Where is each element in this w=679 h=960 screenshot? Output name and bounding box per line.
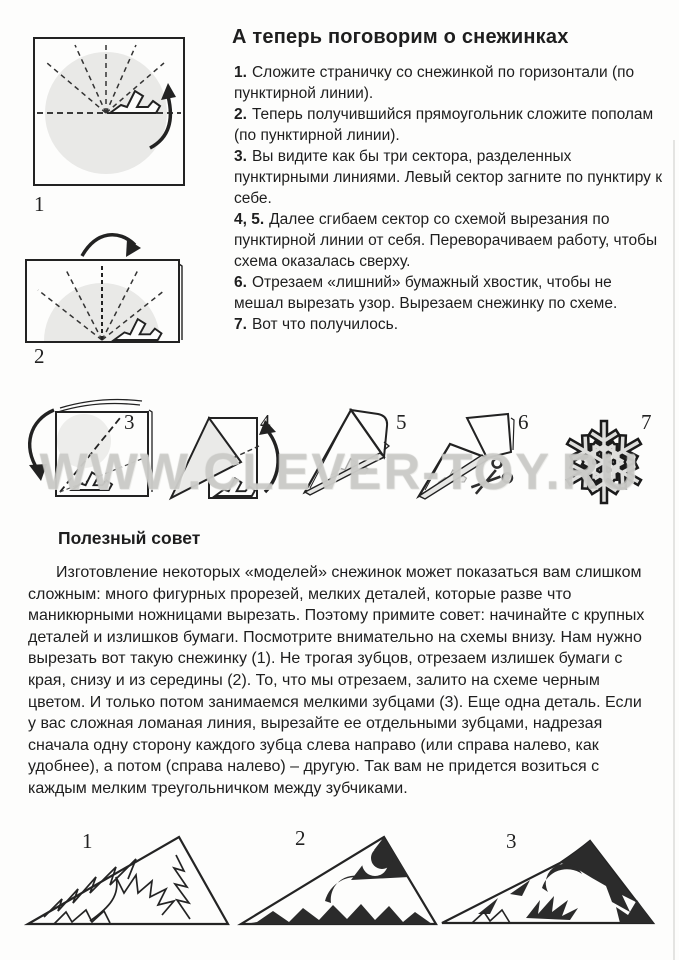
instruction-item: [234, 272, 664, 314]
fold-step-2-label: 2: [34, 344, 45, 368]
instruction-item: [234, 146, 664, 209]
instruction-text: Вот что получилось.: [251, 316, 399, 333]
instruction-number: 3.: [234, 148, 247, 165]
instruction-number: 1.: [234, 64, 247, 81]
curved-arrow-icon: [82, 235, 141, 257]
fold-step-1-diagram: [30, 34, 190, 189]
curved-arrow-icon: [29, 410, 54, 481]
advice-heading: Полезный совет: [58, 528, 201, 548]
instruction-item: [234, 62, 664, 104]
fold-step-6-diagram: [411, 398, 531, 508]
instruction-number: 4, 5.: [234, 211, 265, 228]
fold-step-3-diagram: [14, 396, 164, 506]
cut-example-3-diagram: [438, 836, 663, 926]
fold-step-2-diagram: [22, 218, 190, 350]
cut-example-2-diagram: [237, 833, 442, 928]
page-title: А теперь поговорим о снежинках: [232, 26, 569, 48]
instruction-text: Далее сгибаем сектор со схемой вырезания по пунктирной линии от себя. Переворачиваем работу, чтобы схема оказалась сверху.: [234, 211, 658, 270]
instruction-item: [234, 104, 664, 146]
instruction-text: Отрезаем «лишний» бумажный хвостик, чтобы не мешал вырезать узор. Вырезаем снежинку по схеме.: [234, 274, 618, 312]
instruction-item: [234, 314, 664, 335]
instruction-list: [234, 62, 664, 335]
instruction-number: 6.: [234, 274, 247, 291]
advice-body: Изготовление некоторых «моделей» снежинок может показаться вам слишком сложным: много фигурных прорезей, мелких деталей, которые разве что маникюрными ножницами вырезать. Поэтому примите совет: начинайте с крупных деталей и излишков бумаги. Посмотрите внимательно на схемы внизу. Нам нужно вырезать вот такую снежинку (1). Не трогая зубцов, отрезаем излишек бумаги с края, снизу и из середины (2). То, что мы отрезаем, залито на схеме черным цветом. И только потом занимаемся мелкими зубцами (3). Еще одна деталь. Если у вас сложная ломаная линия, вырезайте ее отдельными зубцами, надрезая сначала одну сторону каждого зубца слева направо (или справа налево, как удобнее), а потом (справа налево) – другую. Так вам не придется возиться с каждым мелким треугольничком между зубчиками.: [28, 564, 645, 797]
fold-step-1-label: 1: [34, 192, 45, 216]
cut-example-3-label: 3: [506, 829, 517, 853]
cut-example-2-label: 2: [295, 826, 306, 850]
scan-edge-line: [673, 140, 675, 960]
instruction-text: Теперь получившийся прямоугольник сложите пополам (по пунктирной линии).: [234, 106, 654, 144]
fold-step-6-label: 6: [518, 410, 529, 434]
watermark: WWW.CLEVER-TOY.RU: [39, 443, 640, 500]
cut-example-1-diagram: [24, 833, 234, 928]
fold-step-7-label: 7: [641, 410, 652, 434]
fold-step-4-diagram: [163, 398, 291, 506]
cut-example-1-label: 1: [82, 829, 93, 853]
instruction-number: 7.: [234, 316, 247, 333]
snowflake-icon: [556, 414, 652, 510]
instruction-item: [234, 209, 664, 272]
page-layer-edge: [467, 414, 511, 458]
fold-step-5-diagram: [293, 400, 405, 502]
instruction-number: 2.: [234, 106, 247, 123]
paper-circle: [57, 414, 111, 468]
instruction-text: Вы видите как бы три сектора, разделенных пунктирными линиями. Левый сектор загните по пунктиру к себе.: [234, 148, 662, 207]
fold-step-4-label: 4: [260, 410, 271, 434]
instruction-text: Сложите страничку со снежинкой по горизонтали (по пунктирной линии).: [234, 64, 635, 102]
fold-step-5-label: 5: [396, 410, 407, 434]
fold-step-3-label: 3: [124, 410, 135, 434]
